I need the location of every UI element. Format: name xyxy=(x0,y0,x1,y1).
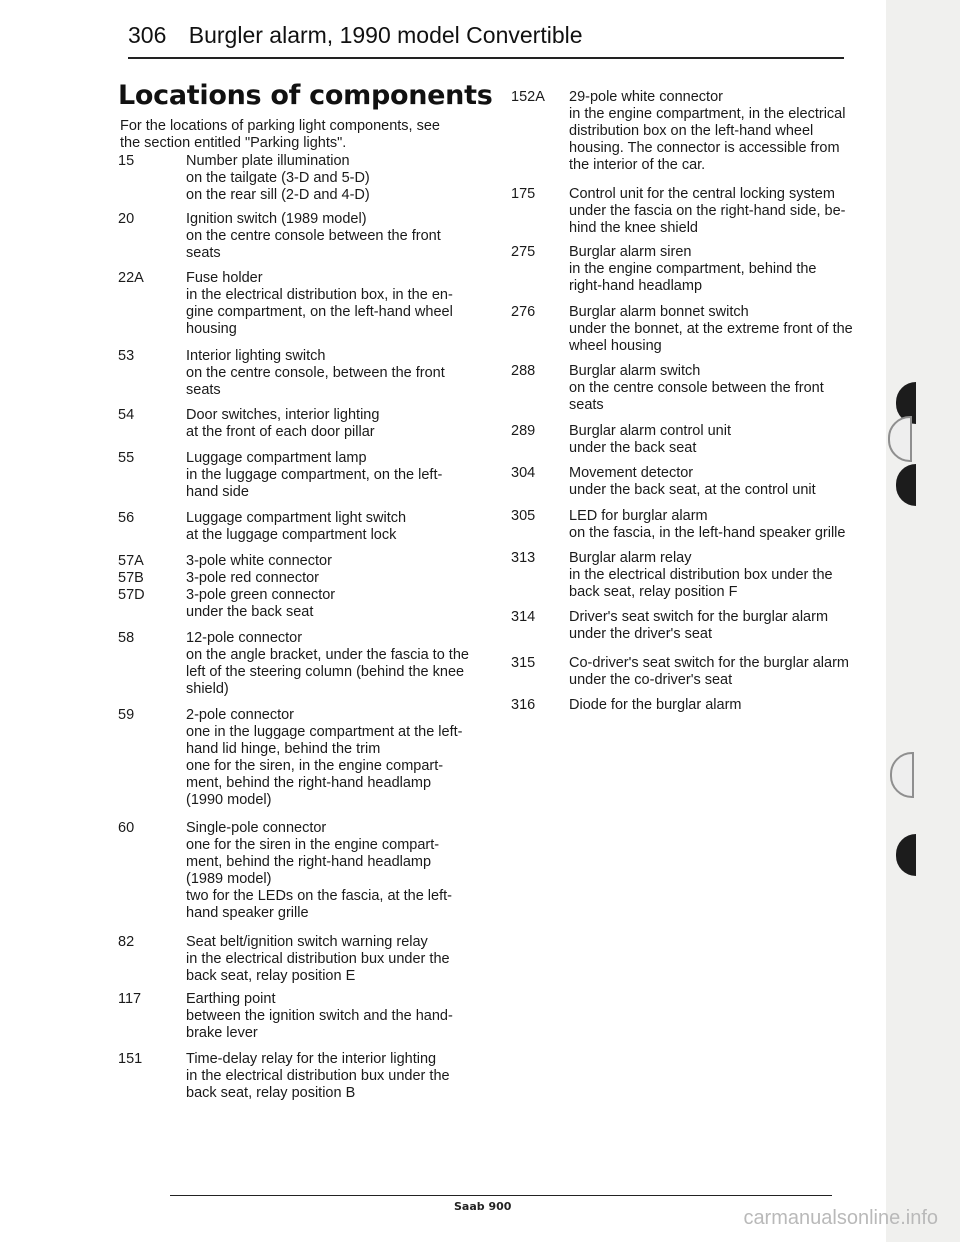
footer-rule xyxy=(170,1195,832,1196)
component-description xyxy=(186,270,486,338)
description-line: LED for burglar alarm xyxy=(569,508,708,524)
component-number: 275 xyxy=(511,244,536,260)
component-description xyxy=(186,553,486,570)
description-line: left of the steering column (behind the knee xyxy=(186,664,465,680)
description-line: Burglar alarm relay xyxy=(569,550,692,566)
component-description xyxy=(569,655,869,689)
description-line: in the electrical distribution bux under the xyxy=(186,951,450,967)
description-line: on the tailgate (3-D and 5-D) xyxy=(186,170,370,186)
component-number: 15 xyxy=(118,153,135,169)
description-line: on the centre console, between the front xyxy=(186,365,445,381)
description-line: 3-pole green connector xyxy=(186,587,336,603)
description-line: in the electrical distribution bux under the xyxy=(186,1068,450,1084)
description-line: brake lever xyxy=(186,1025,258,1041)
description-line: at the luggage compartment lock xyxy=(186,527,397,543)
description-line: shield) xyxy=(186,681,229,697)
component-description xyxy=(186,587,486,621)
description-line: Co-driver's seat switch for the burglar alarm xyxy=(569,655,849,671)
description-line: two for the LEDs on the fascia, at the left- xyxy=(186,888,452,904)
intro-line: the section entitled "Parking lights". xyxy=(120,135,347,151)
description-line: right-hand headlamp xyxy=(569,278,703,294)
description-line: hand speaker grille xyxy=(186,905,309,921)
component-description xyxy=(186,407,486,441)
description-line: in the engine compartment, behind the xyxy=(569,261,817,277)
component-number: 60 xyxy=(118,820,135,836)
component-description xyxy=(186,211,486,262)
description-line: under the back seat xyxy=(186,604,314,620)
component-number: 152A xyxy=(511,89,545,105)
component-number: 305 xyxy=(511,508,536,524)
description-line: seats xyxy=(186,245,221,261)
description-line: on the fascia, in the left-hand speaker grille xyxy=(569,525,846,541)
description-line: Burglar alarm siren xyxy=(569,244,692,260)
description-line: Number plate illumination xyxy=(186,153,350,169)
description-line: under the bonnet, at the extreme front of the xyxy=(569,321,853,337)
description-line: Fuse holder xyxy=(186,270,263,286)
section-title: Locations of components xyxy=(118,80,493,111)
component-description xyxy=(186,570,486,587)
binder-hole-icon xyxy=(896,834,916,876)
component-description xyxy=(569,304,869,355)
description-line: Single-pole connector xyxy=(186,820,327,836)
description-line: Ignition switch (1989 model) xyxy=(186,211,367,227)
description-line: under the driver's seat xyxy=(569,626,713,642)
component-description xyxy=(569,550,869,601)
description-line: 29-pole white connector xyxy=(569,89,723,105)
description-line: back seat, relay position E xyxy=(186,968,356,984)
component-description xyxy=(186,934,486,985)
description-line: Movement detector xyxy=(569,465,694,481)
description-line: in the engine compartment, in the electrical xyxy=(569,106,846,122)
description-line: on the angle bracket, under the fascia to the xyxy=(186,647,469,663)
component-number: 151 xyxy=(118,1051,143,1067)
description-line: ment, behind the right-hand headlamp xyxy=(186,775,432,791)
description-line: in the electrical distribution box, in the en- xyxy=(186,287,453,303)
description-line: hand side xyxy=(186,484,249,500)
footer-text: Saab 900 xyxy=(454,1200,512,1213)
component-number: 58 xyxy=(118,630,135,646)
description-line: in the luggage compartment, on the left- xyxy=(186,467,443,483)
component-number: 117 xyxy=(118,991,142,1007)
description-line: Earthing point xyxy=(186,991,276,1007)
description-line: Burglar alarm control unit xyxy=(569,423,731,439)
component-description xyxy=(186,348,486,399)
description-line: the interior of the car. xyxy=(569,157,706,173)
description-line: 12-pole connector xyxy=(186,630,303,646)
description-line: wheel housing xyxy=(569,338,662,354)
component-description xyxy=(186,820,486,922)
description-line: hand lid hinge, behind the trim xyxy=(186,741,381,757)
component-description xyxy=(569,423,869,457)
description-line: back seat, relay position B xyxy=(186,1085,356,1101)
header-rule xyxy=(128,57,844,59)
description-line: hind the knee shield xyxy=(569,220,698,236)
description-line: housing xyxy=(186,321,237,337)
binder-hole-icon xyxy=(896,464,916,506)
component-number: 304 xyxy=(511,465,536,481)
description-line: Burglar alarm bonnet switch xyxy=(569,304,749,320)
description-line: 3-pole white connector xyxy=(186,553,332,569)
description-line: on the centre console between the front xyxy=(569,380,824,396)
description-line: Time-delay relay for the interior lighting xyxy=(186,1051,437,1067)
description-line: between the ignition switch and the hand- xyxy=(186,1008,453,1024)
component-number: 53 xyxy=(118,348,135,364)
description-line: Control unit for the central locking system xyxy=(569,186,835,202)
component-number: 56 xyxy=(118,510,135,526)
component-number: 57D xyxy=(118,587,145,603)
page-number: 306 xyxy=(128,22,167,48)
description-line: Burglar alarm switch xyxy=(569,363,701,379)
component-description xyxy=(186,510,486,544)
page-header xyxy=(128,22,583,49)
description-line: one in the luggage compartment at the left- xyxy=(186,724,463,740)
component-number: 57B xyxy=(118,570,144,586)
component-description xyxy=(569,89,869,174)
component-number: 288 xyxy=(511,363,536,379)
description-line: Luggage compartment light switch xyxy=(186,510,407,526)
description-line: on the rear sill (2-D and 4-D) xyxy=(186,187,370,203)
description-line: on the centre console between the front xyxy=(186,228,441,244)
component-description xyxy=(569,363,869,414)
component-description xyxy=(569,244,869,295)
description-line: housing. The connector is accessible from xyxy=(569,140,840,156)
intro-line: For the locations of parking light components, see xyxy=(120,118,440,134)
component-description xyxy=(186,630,486,698)
component-number: 54 xyxy=(118,407,135,423)
description-line: 2-pole connector xyxy=(186,707,295,723)
component-description xyxy=(186,450,486,501)
component-number: 175 xyxy=(511,186,536,202)
description-line: 3-pole red connector xyxy=(186,570,319,586)
scanned-page-edge xyxy=(886,0,960,1242)
component-number: 57A xyxy=(118,553,144,569)
component-number: 276 xyxy=(511,304,536,320)
component-description xyxy=(569,465,869,499)
component-description xyxy=(569,609,869,643)
component-description xyxy=(186,707,486,809)
description-line: Diode for the burglar alarm xyxy=(569,697,742,713)
component-description xyxy=(569,697,869,714)
component-description xyxy=(186,153,486,204)
watermark: carmanualsonline.info xyxy=(743,1207,938,1229)
component-description xyxy=(186,991,486,1042)
description-line: at the front of each door pillar xyxy=(186,424,375,440)
component-number: 55 xyxy=(118,450,135,466)
description-line: (1989 model) xyxy=(186,871,272,887)
component-number: 313 xyxy=(511,550,536,566)
component-number: 59 xyxy=(118,707,135,723)
component-number: 316 xyxy=(511,697,536,713)
description-line: seats xyxy=(186,382,221,398)
intro-paragraph xyxy=(120,118,490,152)
description-line: under the co-driver's seat xyxy=(569,672,733,688)
description-line: back seat, relay position F xyxy=(569,584,738,600)
description-line: in the electrical distribution box under the xyxy=(569,567,833,583)
component-number: 20 xyxy=(118,211,135,227)
component-number: 314 xyxy=(511,609,536,625)
description-line: ment, behind the right-hand headlamp xyxy=(186,854,432,870)
description-line: gine compartment, on the left-hand wheel xyxy=(186,304,453,320)
description-line: Driver's seat switch for the burglar alarm xyxy=(569,609,829,625)
description-line: Interior lighting switch xyxy=(186,348,326,364)
component-number: 315 xyxy=(511,655,536,671)
description-line: one for the siren, in the engine compart- xyxy=(186,758,444,774)
component-description xyxy=(569,508,869,542)
description-line: seats xyxy=(569,397,604,413)
description-line: Door switches, interior lighting xyxy=(186,407,380,423)
description-line: Seat belt/ignition switch warning relay xyxy=(186,934,428,950)
binder-hole-icon xyxy=(888,416,912,462)
description-line: (1990 model) xyxy=(186,792,272,808)
description-line: under the back seat xyxy=(569,440,697,456)
description-line: distribution box on the left-hand wheel xyxy=(569,123,814,139)
component-number: 289 xyxy=(511,423,536,439)
description-line: under the back seat, at the control unit xyxy=(569,482,816,498)
description-line: under the fascia on the right-hand side, be- xyxy=(569,203,846,219)
binder-hole-icon xyxy=(890,752,914,798)
description-line: Luggage compartment lamp xyxy=(186,450,367,466)
page-header-title: Burgler alarm, 1990 model Convertible xyxy=(188,22,583,48)
description-line: one for the siren in the engine compart- xyxy=(186,837,440,853)
component-description xyxy=(569,186,869,237)
component-description xyxy=(186,1051,486,1102)
component-number: 82 xyxy=(118,934,135,950)
component-number: 22A xyxy=(118,270,144,286)
